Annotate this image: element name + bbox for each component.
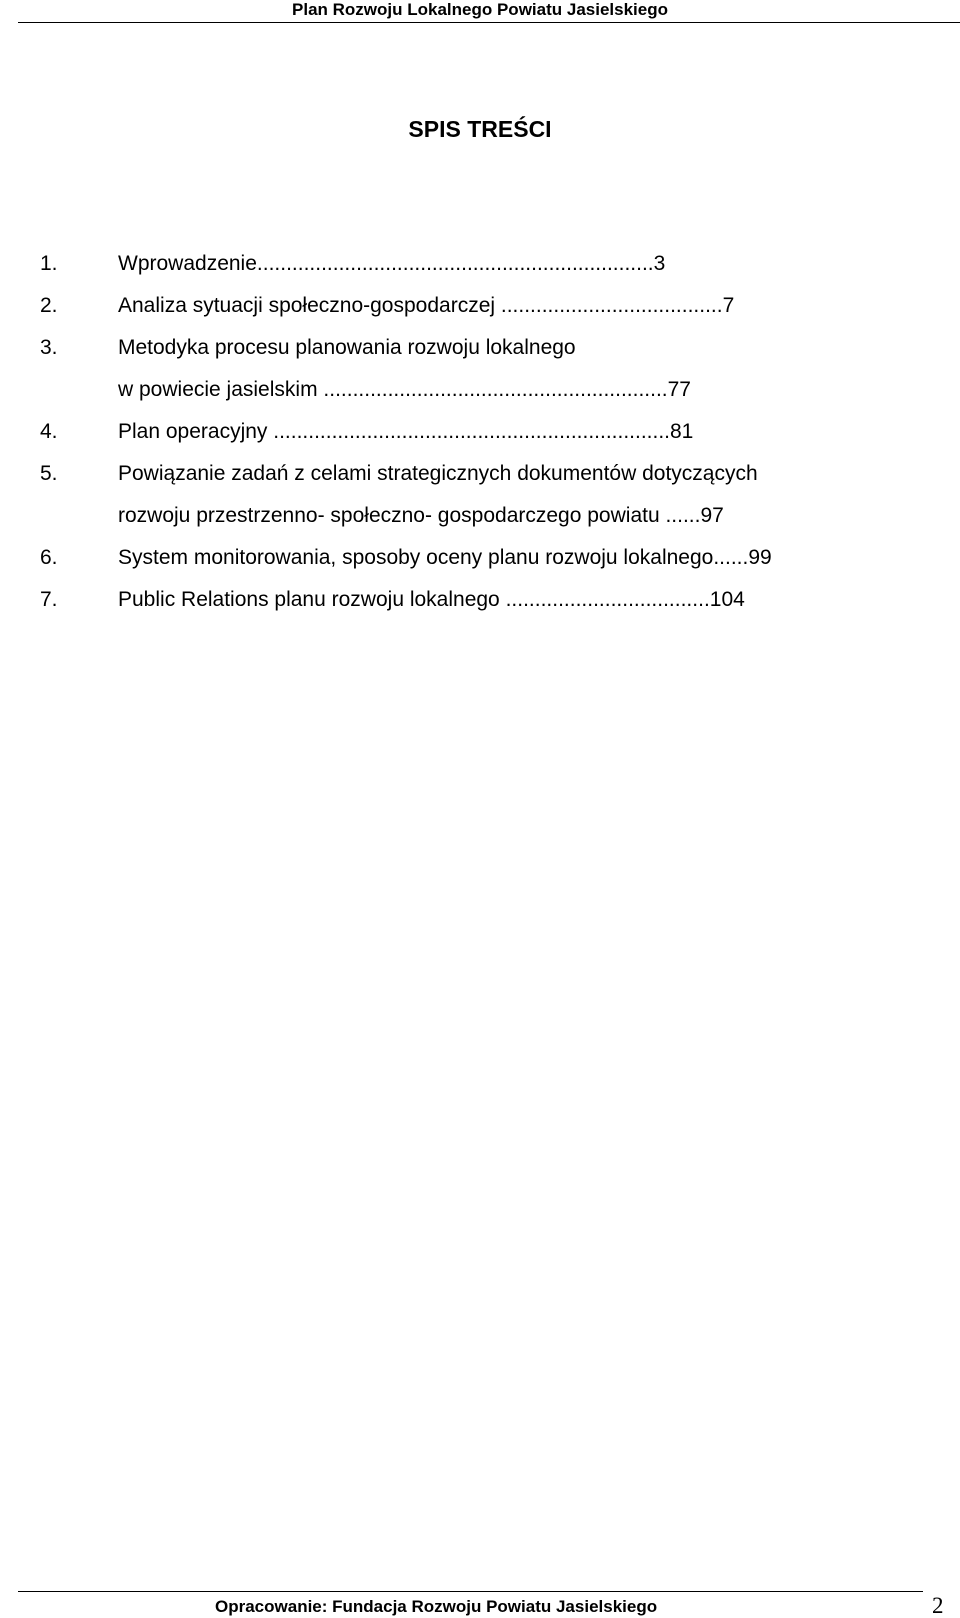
toc-entry-text: Public Relations planu rozwoju lokalnego ...................................104 [118, 588, 745, 611]
toc-entry-text: Metodyka procesu planowania rozwoju lokalnego [118, 336, 576, 359]
footer-divider [18, 1591, 923, 1592]
running-header: Plan Rozwoju Lokalnego Powiatu Jasielskiego [292, 0, 668, 19]
toc-entry-text: Powiązanie zadań z celami strategicznych dokumentów dotyczących [118, 462, 758, 485]
toc-entry-number: 5. [40, 462, 58, 485]
toc-entry-text: rozwoju przestrzenno- społeczno- gospodarczego powiatu ......97 [118, 504, 724, 527]
toc-entry-text: Plan operacyjny ....................................................................81 [118, 420, 694, 443]
toc-entry-number: 3. [40, 336, 58, 359]
toc-entry-number: 4. [40, 420, 58, 443]
footer-text: Opracowanie: Fundacja Rozwoju Powiatu Jasielskiego [215, 1597, 658, 1616]
toc-entry-text: Analiza sytuacji społeczno-gospodarczej ......................................7 [118, 294, 735, 317]
toc-entry-text: Wprowadzenie....................................................................3 [118, 252, 666, 275]
toc-entry-number: 2. [40, 294, 58, 317]
toc-entry-number: 7. [40, 588, 58, 611]
page-number: 2 [932, 1593, 944, 1618]
toc-entry-number: 6. [40, 546, 58, 569]
toc-heading: SPIS TREŚCI [408, 116, 552, 142]
toc-entry-text: System monitorowania, sposoby oceny planu rozwoju lokalnego......99 [118, 546, 772, 569]
toc-entry-text: w powiecie jasielskim ...........................................................77 [118, 378, 691, 401]
header-divider [18, 22, 960, 23]
toc-entry-number: 1. [40, 252, 58, 275]
